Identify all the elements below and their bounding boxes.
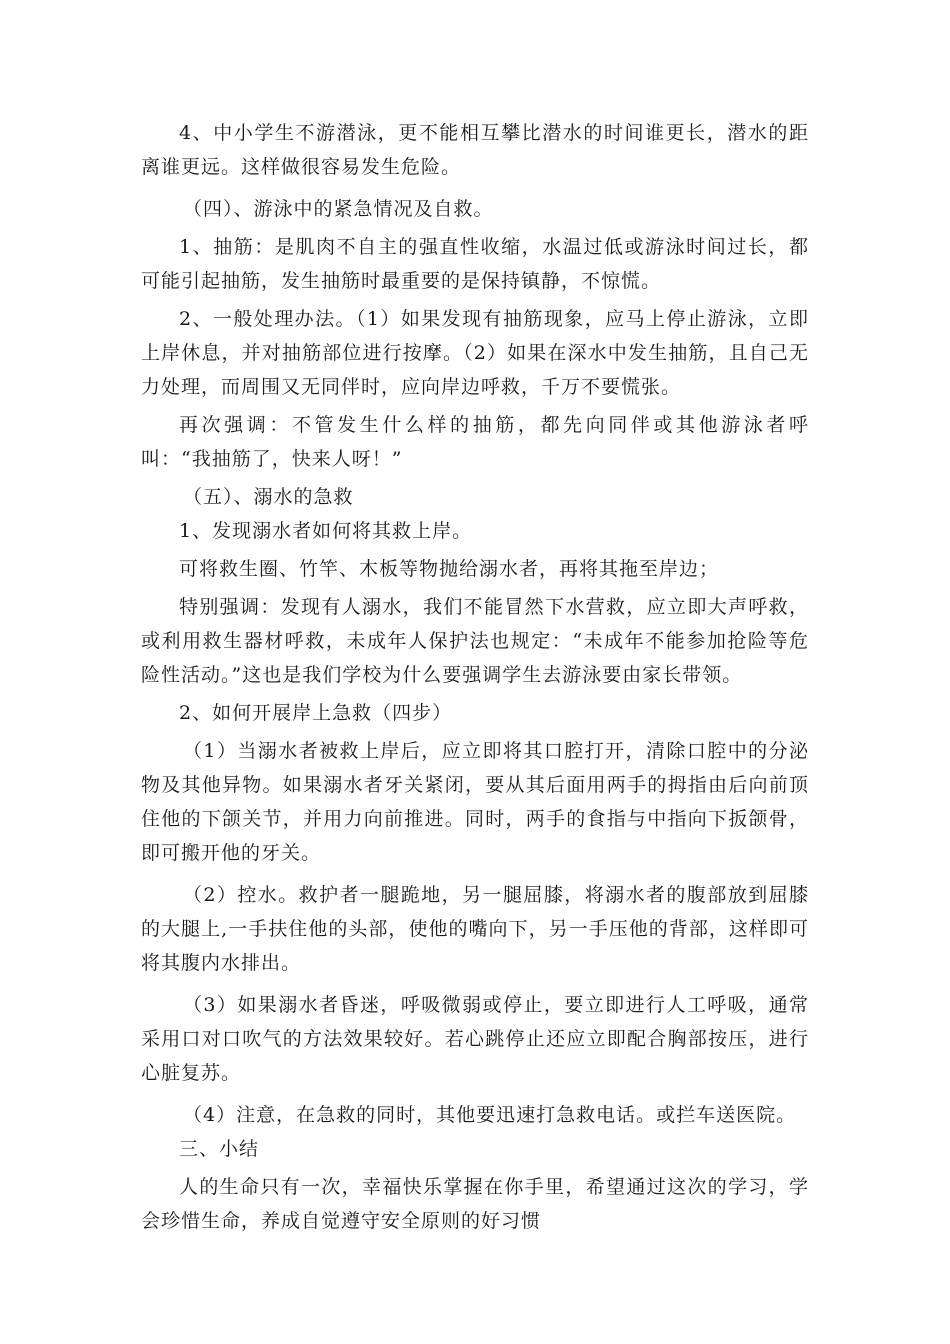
paragraph-summary: 人的生命只有一次，幸福快乐掌握在你手里，希望通过这次的学习，学会珍惜生命，养成自觉遵守安全原则的好习惯: [141, 1176, 809, 1232]
paragraph-throw-aids: 可将救生圈、竹竿、木板等物抛给溺水者，再将其拖至岸边；: [179, 558, 720, 580]
paragraph-first-aid-heading: 2、如何开展岸上急救（四步）: [179, 702, 453, 724]
paragraph-cramp-handling: 2、一般处理办法。（1）如果发现有抽筋现象，应马上停止游泳，立即上岸休息，并对抽筋部位进行按摩。（2）如果在深水中发生抽筋，且自己无力处理，而周围又无同伴时，应向岸边呼救，千万不要慌张。: [141, 308, 809, 398]
paragraph-rescue-emphasis: 特别强调：发现有人溺水，我们不能冒然下水营救，应立即大声呼救，或利用救生器材呼救，未成年人保护法也规定：“未成年不能参加抢险等危险性活动。”这也是我们学校为什么要强调学生去游泳要由家长带领。: [141, 596, 809, 686]
document-body: [141, 116, 809, 1238]
paragraph-step-1: （1）当溺水者被救上岸后，应立即将其口腔打开，清除口腔中的分泌物及其他异物。如果溺水者牙关紧闭，要从其后面用两手的拇指由后向前顶住他的下颌关节，并用力向前推进。同时，两手的食指与中指向下扳颌骨，即可搬开他的牙关。: [141, 740, 809, 864]
paragraph-cramp-emphasis: 再次强调：不管发生什么样的抽筋，都先向同伴或其他游泳者呼叫：“我抽筋了，快来人呀！”: [141, 414, 809, 470]
paragraph-step-4: （4）注意，在急救的同时，其他要迅速打急救电话。或拦车送医院。: [183, 1104, 797, 1126]
paragraph-rescue-ashore: 1、发现溺水者如何将其救上岸。: [179, 520, 473, 542]
paragraph-cramp-definition: 1、抽筋：是肌肉不自主的强直性收缩，水温过低或游泳时间过长，都可能引起抽筋，发生抽筋时最重要的是保持镇静，不惊慌。: [141, 236, 809, 292]
paragraph-step-3: （3）如果溺水者昏迷，呼吸微弱或停止，要立即进行人工呼吸，通常采用口对口吹气的方法效果较好。若心跳停止还应立即配合胸部按压，进行心脏复苏。: [141, 994, 809, 1084]
paragraph-step-2: （2）控水。救护者一腿跪地，另一腿屈膝，将溺水者的腹部放到屈膝的大腿上,一手扶住他的头部，使他的嘴向下，另一手压他的背部，这样即可将其腹内水排出。: [141, 884, 809, 974]
paragraph-rule-4: 4、中小学生不游潜泳，更不能相互攀比潜水的时间谁更长，潜水的距离谁更远。这样做很容易发生危险。: [141, 122, 809, 178]
section-heading-5: （五）、溺水的急救: [183, 486, 354, 508]
section-heading-summary: 三、小结: [179, 1138, 260, 1160]
section-heading-4: （四）、游泳中的紧急情况及自救。: [183, 198, 494, 220]
